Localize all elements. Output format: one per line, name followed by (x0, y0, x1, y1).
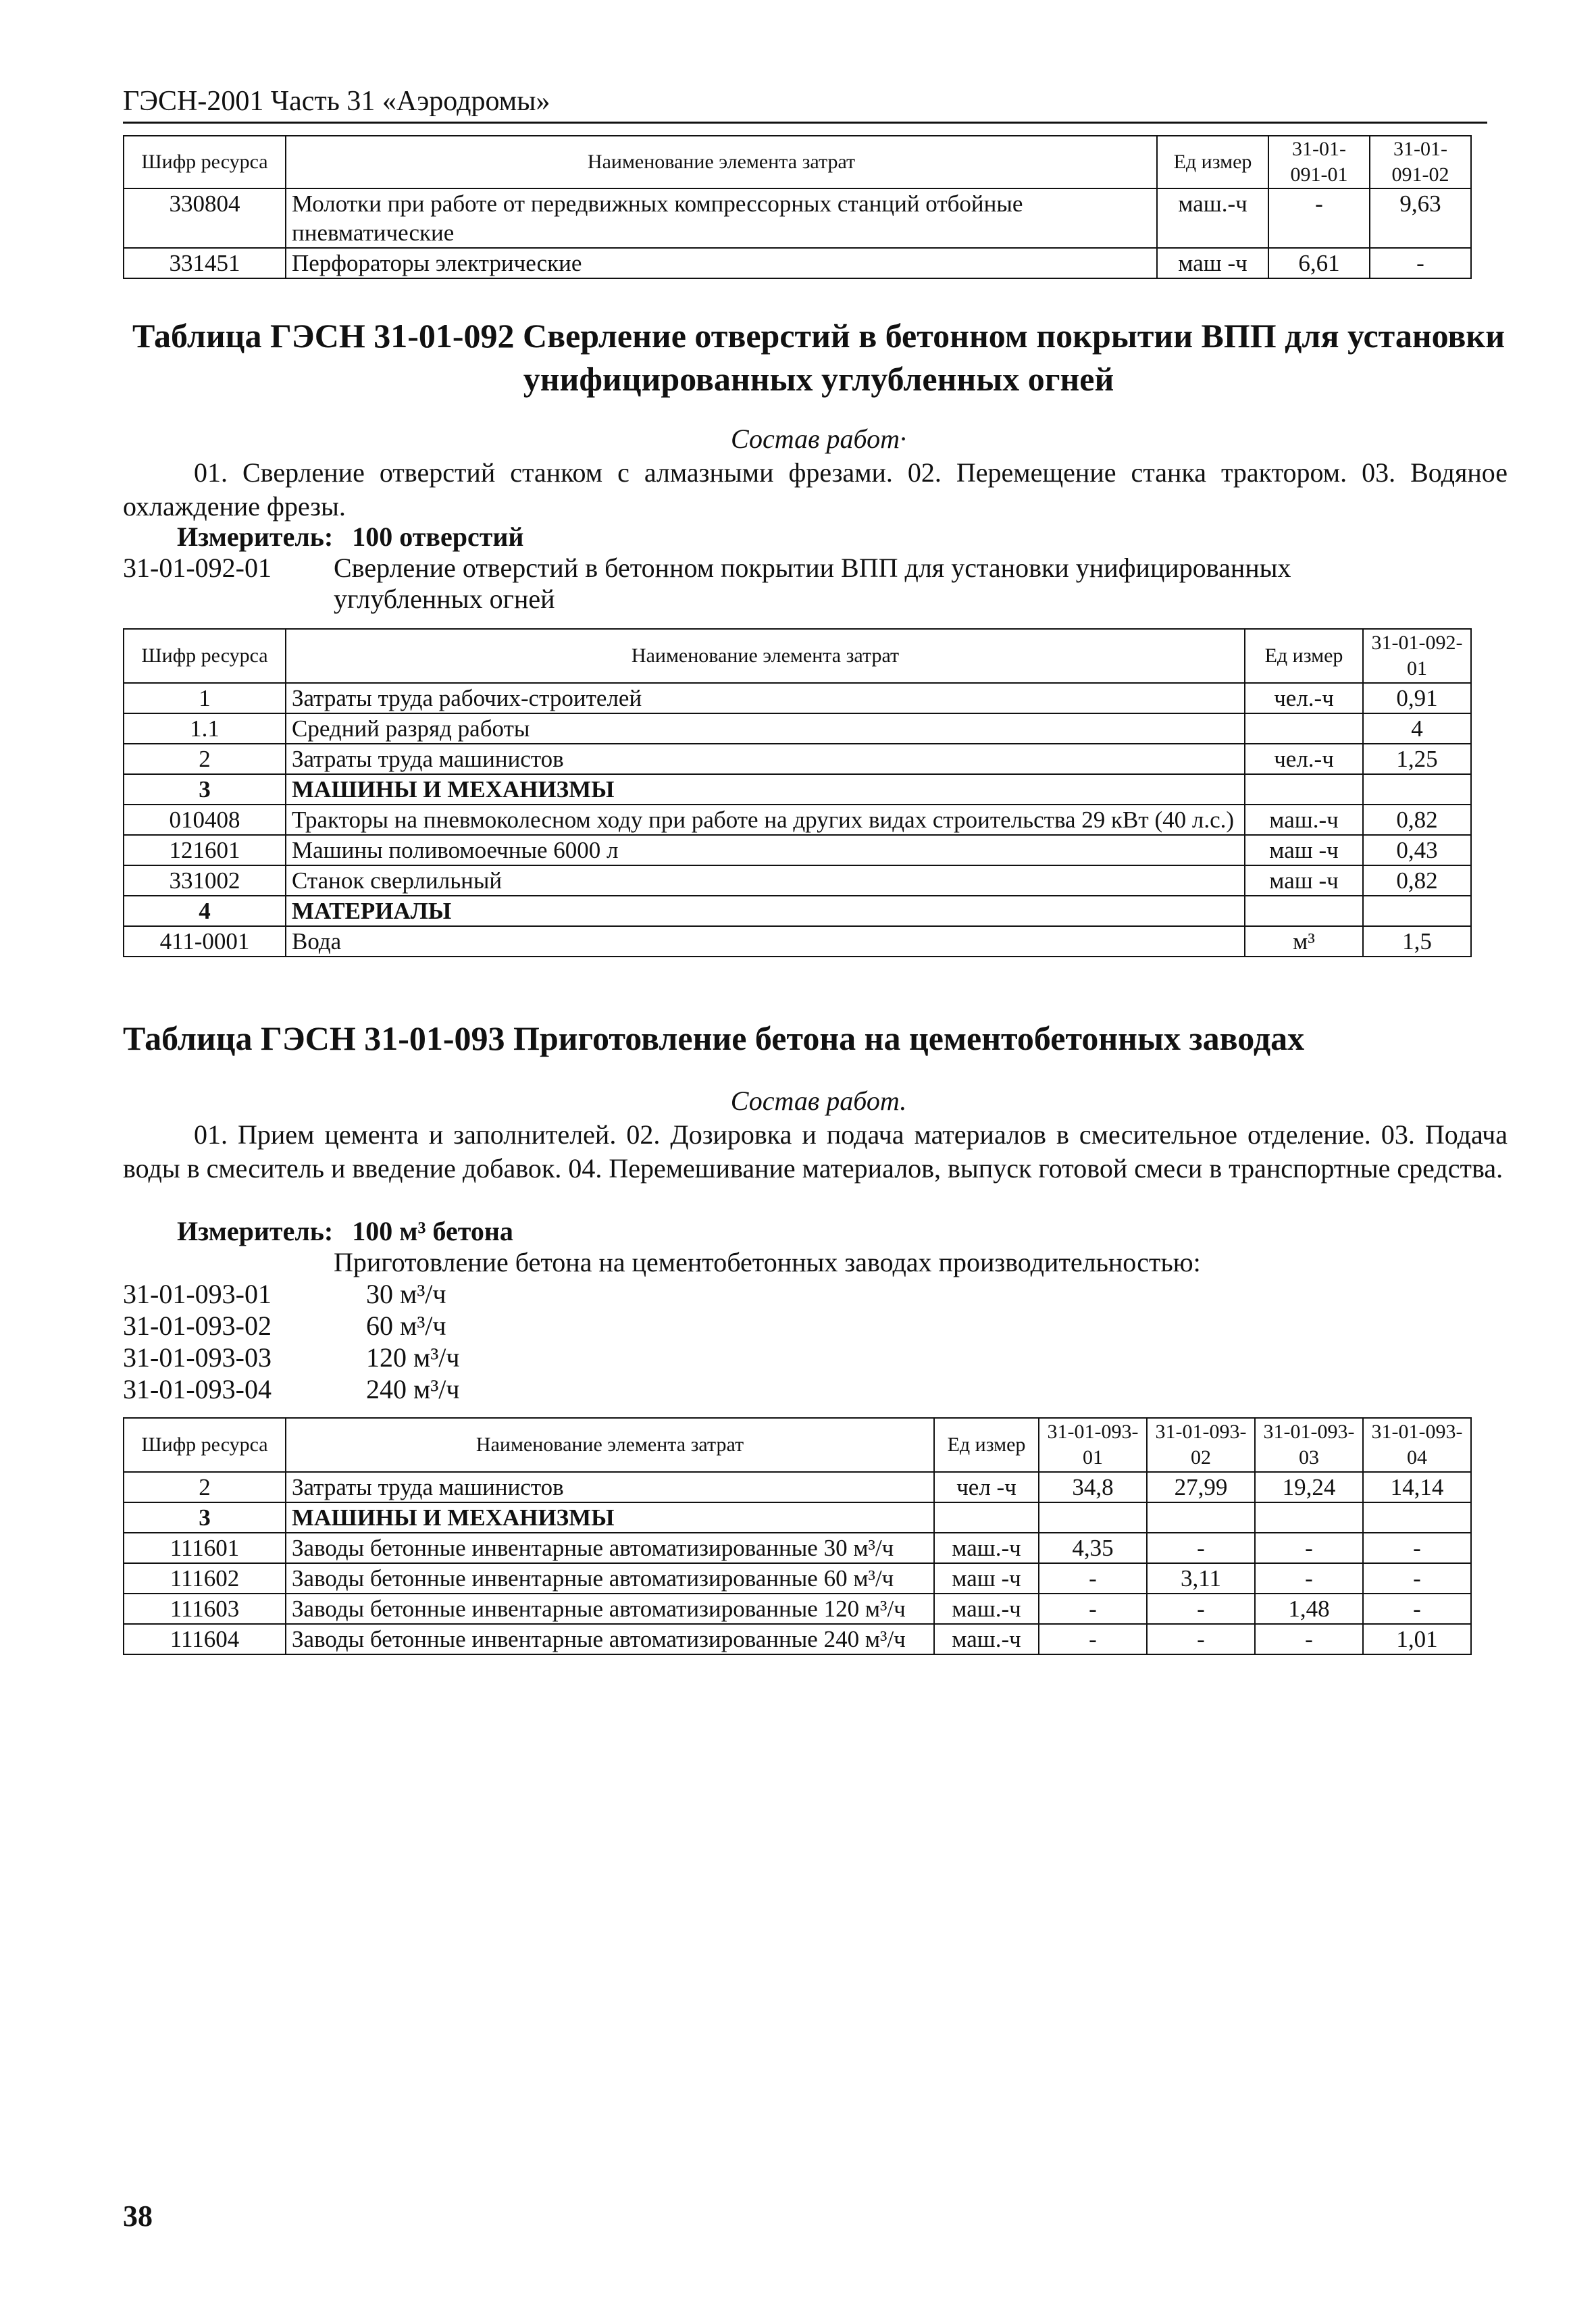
resource-unit: маш.-ч (934, 1594, 1039, 1624)
resource-unit (1245, 896, 1363, 926)
col-header-unit: Ед измер (934, 1418, 1039, 1472)
works-description: 01. Сверление отверстий станком с алмазными фрезами. 02. Перемещение станка трактором. 03. Водяное охлаждение фрезы. (123, 457, 1508, 522)
table-row (124, 1563, 1471, 1594)
table-row (124, 835, 1471, 865)
table-row (124, 188, 1471, 248)
measure-line (177, 520, 523, 554)
table-row (124, 713, 1471, 744)
resource-table-093 (123, 1417, 1472, 1655)
norm-value (1147, 1502, 1255, 1533)
resource-unit: м³ (1245, 926, 1363, 957)
norm-value: - (1370, 248, 1471, 278)
norm-value: 27,99 (1147, 1472, 1255, 1502)
norm-value: - (1039, 1624, 1147, 1654)
resource-name: Заводы бетонные инвентарные автоматизированные 30 м³/ч (286, 1533, 934, 1563)
norm-value: 9,63 (1370, 188, 1471, 248)
table-row (124, 774, 1471, 805)
norm-value: 19,24 (1255, 1472, 1363, 1502)
group-heading: МАШИНЫ И МЕХАНИЗМЫ (286, 1502, 934, 1533)
col-header-norm: 31-01-093-02 (1147, 1418, 1255, 1472)
resource-unit: маш -ч (934, 1563, 1039, 1594)
resource-unit: маш.-ч (1245, 805, 1363, 835)
table-row (124, 248, 1471, 278)
norm-value (1255, 1502, 1363, 1533)
resource-code: 411-0001 (124, 926, 286, 957)
resource-code: 331002 (124, 865, 286, 896)
resource-code: 331451 (124, 248, 286, 278)
page-number: 38 (123, 2200, 153, 2233)
norm-intro (123, 1247, 1514, 1278)
col-header-name: Наименование элемента затрат (286, 136, 1157, 188)
norm-item (123, 1342, 1514, 1373)
norm-code: 31-01-092-01 (123, 553, 272, 583)
norm-value (1363, 1502, 1471, 1533)
col-header-code: Шифр ресурса (124, 1418, 286, 1472)
norm-value: 0,82 (1363, 805, 1471, 835)
table-row (124, 926, 1471, 957)
norm-code: 31-01-093-03 (123, 1342, 272, 1373)
resource-code: 111601 (124, 1533, 286, 1563)
norm-value: - (1255, 1533, 1363, 1563)
table-row (124, 1594, 1471, 1624)
measure-label: Измеритель: (177, 522, 334, 552)
group-heading: МАШИНЫ И МЕХАНИЗМЫ (286, 774, 1245, 805)
norm-value (1039, 1502, 1147, 1533)
resource-code: 010408 (124, 805, 286, 835)
table-row (124, 1472, 1471, 1502)
resource-code: 2 (124, 1472, 286, 1502)
running-header: ГЭСН-2001 Часть 31 «Аэродромы» (123, 82, 1487, 124)
resource-code: 3 (124, 774, 286, 805)
measure-value: 100 отверстий (352, 522, 524, 552)
resource-unit (1245, 713, 1363, 744)
norm-code: 31-01-093-01 (123, 1279, 272, 1309)
norm-value: - (1147, 1594, 1255, 1624)
norm-value (1363, 774, 1471, 805)
resource-code: 111602 (124, 1563, 286, 1594)
resource-unit (934, 1502, 1039, 1533)
norm-value: 14,14 (1363, 1472, 1471, 1502)
norm-description: 120 м³/ч (366, 1342, 460, 1373)
resource-name: Затраты труда машинистов (286, 744, 1245, 774)
resource-code: 111604 (124, 1624, 286, 1654)
works-description: 01. Прием цемента и заполнителей. 02. Дозировка и подача материалов в смесительное отделение. 03. Подача воды в смеситель и введение добавок. 04. Перемешивание материалов, выпуск готовой смеси в транспортные средства. (123, 1119, 1508, 1184)
col-header-code: Шифр ресурса (124, 136, 286, 188)
norm-value: - (1039, 1563, 1147, 1594)
col-header-unit: Ед измер (1157, 136, 1268, 188)
norm-value (1363, 896, 1471, 926)
norm-description: 240 м³/ч (366, 1374, 460, 1404)
resource-unit: маш.-ч (1157, 188, 1268, 248)
norm-value: 1,48 (1255, 1594, 1363, 1624)
resource-name: Станок сверлильный (286, 865, 1245, 896)
norm-value: - (1039, 1594, 1147, 1624)
section-title-093: Таблица ГЭСН 31-01-093 Приготовление бетона на цементобетонных заводах (123, 1019, 1305, 1057)
resource-name: Затраты труда рабочих-строителей (286, 683, 1245, 713)
norm-item (123, 1311, 1514, 1342)
table-row (124, 1502, 1471, 1533)
norm-value: 0,91 (1363, 683, 1471, 713)
norm-value: 0,82 (1363, 865, 1471, 896)
table-row (124, 1624, 1471, 1654)
resource-name: Средний разряд работы (286, 713, 1245, 744)
resource-name: Перфораторы электрические (286, 248, 1157, 278)
norm-code: 31-01-093-02 (123, 1311, 272, 1341)
norm-value: - (1147, 1533, 1255, 1563)
col-header-code: Шифр ресурса (124, 629, 286, 683)
col-header-norm: 31-01-093-04 (1363, 1418, 1471, 1472)
norm-value: 1,01 (1363, 1624, 1471, 1654)
measure-value: 100 м³ бетона (352, 1216, 513, 1246)
resource-code: 3 (124, 1502, 286, 1533)
resource-code: 1.1 (124, 713, 286, 744)
norm-item (123, 553, 1514, 617)
col-header-norm: 31-01-093-01 (1039, 1418, 1147, 1472)
resource-code: 2 (124, 744, 286, 774)
col-header-name: Наименование элемента затрат (286, 1418, 934, 1472)
table-row (124, 744, 1471, 774)
resource-name: Заводы бетонные инвентарные автоматизированные 240 м³/ч (286, 1624, 934, 1654)
norm-value: - (1255, 1563, 1363, 1594)
table-row (124, 865, 1471, 896)
resource-name: Вода (286, 926, 1245, 957)
norm-value: - (1363, 1533, 1471, 1563)
norm-value: - (1255, 1624, 1363, 1654)
norm-value: 1,25 (1363, 744, 1471, 774)
works-label: Состав работ. (730, 1086, 907, 1116)
norm-value: - (1363, 1563, 1471, 1594)
measure-line (177, 1215, 513, 1248)
norm-value: - (1268, 188, 1370, 248)
resource-unit: маш -ч (1245, 865, 1363, 896)
col-header-norm: 31-01-091-01 (1268, 136, 1370, 188)
norm-description: 30 м³/ч (366, 1279, 446, 1309)
resource-code: 1 (124, 683, 286, 713)
resource-unit: маш -ч (1157, 248, 1268, 278)
table-row (124, 896, 1471, 926)
col-header-norm: 31-01-093-03 (1255, 1418, 1363, 1472)
norm-value: 4,35 (1039, 1533, 1147, 1563)
norm-value: - (1147, 1624, 1255, 1654)
resource-table-091 (123, 135, 1472, 279)
norm-description: Сверление отверстий в бетонном покрытии ВПП для установки унифицированных углубленных огней (334, 553, 1291, 614)
table-row (124, 805, 1471, 835)
resource-code: 121601 (124, 835, 286, 865)
resource-unit: чел.-ч (1245, 744, 1363, 774)
measure-label: Измеритель: (177, 1216, 334, 1246)
table-row (124, 1533, 1471, 1563)
norm-value: 0,43 (1363, 835, 1471, 865)
resource-unit: чел.-ч (1245, 683, 1363, 713)
resource-unit: маш.-ч (934, 1624, 1039, 1654)
resource-name: Затраты труда машинистов (286, 1472, 934, 1502)
works-label: Состав работ· (731, 424, 906, 454)
resource-unit (1245, 774, 1363, 805)
norm-value: 4 (1363, 713, 1471, 744)
resource-name: Заводы бетонные инвентарные автоматизированные 60 м³/ч (286, 1563, 934, 1594)
norm-value: 6,61 (1268, 248, 1370, 278)
resource-name: Тракторы на пневмоколесном ходу при работе на других видах строительства 29 кВт (40 л.с.) (286, 805, 1245, 835)
col-header-norm: 31-01-091-02 (1370, 136, 1471, 188)
resource-name: Заводы бетонные инвентарные автоматизированные 120 м³/ч (286, 1594, 934, 1624)
resource-code: 330804 (124, 188, 286, 248)
resource-unit: чел -ч (934, 1472, 1039, 1502)
col-header-unit: Ед измер (1245, 629, 1363, 683)
norm-value: - (1363, 1594, 1471, 1624)
resource-unit: маш -ч (1245, 835, 1363, 865)
resource-unit: маш.-ч (934, 1533, 1039, 1563)
resource-table-092 (123, 628, 1472, 957)
norm-code: 31-01-093-04 (123, 1374, 272, 1404)
norm-value: 34,8 (1039, 1472, 1147, 1502)
resource-code: 4 (124, 896, 286, 926)
norm-intro-text: Приготовление бетона на цементобетонных заводах производительностью: (334, 1247, 1201, 1277)
resource-code: 111603 (124, 1594, 286, 1624)
col-header-name: Наименование элемента затрат (286, 629, 1245, 683)
section-title-092: Таблица ГЭСН 31-01-092 Сверление отверстий в бетонном покрытии ВПП для установки унифицированных углубленных огней (132, 317, 1505, 398)
resource-name: Машины поливомоечные 6000 л (286, 835, 1245, 865)
norm-item (123, 1279, 1514, 1310)
norm-value: 3,11 (1147, 1563, 1255, 1594)
norm-value: 1,5 (1363, 926, 1471, 957)
norm-item (123, 1374, 1514, 1405)
table-row (124, 683, 1471, 713)
group-heading: МАТЕРИАЛЫ (286, 896, 1245, 926)
norm-description: 60 м³/ч (366, 1311, 446, 1341)
resource-name: Молотки при работе от передвижных компрессорных станций отбойные пневматические (286, 188, 1157, 248)
col-header-norm: 31-01-092-01 (1363, 629, 1471, 683)
